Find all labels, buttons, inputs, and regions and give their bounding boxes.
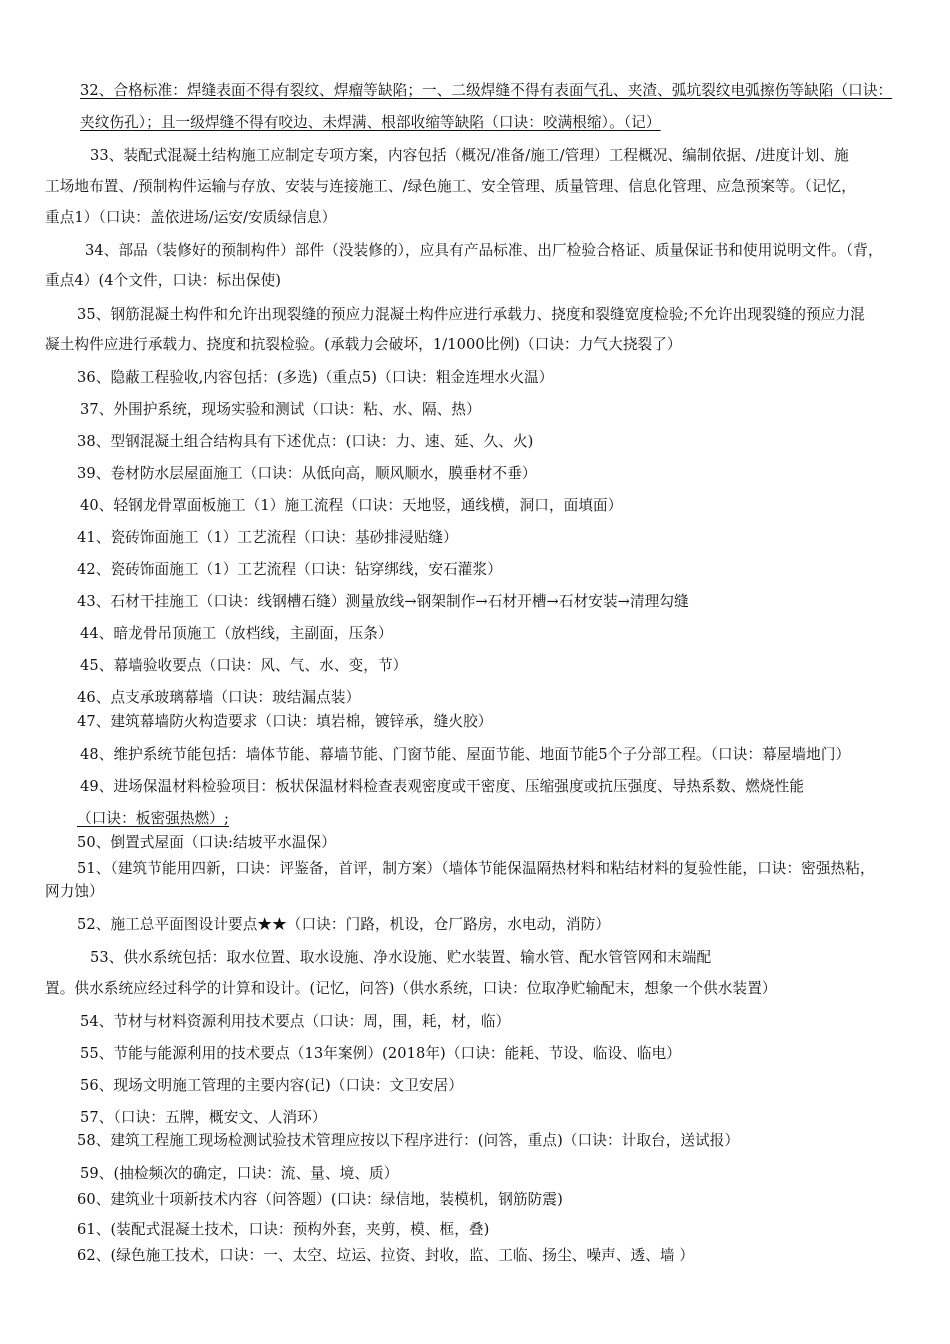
text-line-32b: 夹纹伤孔）；且一级焊缝不得有咬边、未焊满、根部收缩等缺陷（口诀：咬满根缩）。（记） (80, 114, 661, 131)
text-line-37: 37、外围护系统，现场实验和测试（口诀：粘、水、隔、热） (80, 401, 481, 418)
text-line-49a: 49、进场保温材料检验项目：板状保温材料检查表观密度或干密度、压缩强度或抗压强度、导热系数、燃烧性能 (80, 778, 805, 795)
text-line-47: 47、建筑幕墙防火构造要求（口诀：填岩棉，镀锌承，缝火胶） (77, 713, 493, 730)
text-line-33c: 重点1）（口诀：盖依进场/运安/安质绿信息） (45, 209, 337, 226)
text-line-33b: 工场地布置、/预制构件运输与存放、安装与连接施工、/绿色施工、安全管理、质量管理、信息化管理、应急预案等。（记忆， (45, 178, 856, 195)
text-line-35b: 凝土构件应进行承载力、挠度和抗裂检验。(承载力会破坏，1/1000比例)（口诀：力气大挠裂了） (45, 336, 682, 353)
text-line-32a: 32、合格标准：焊缝表面不得有裂纹、焊瘤等缺陷；一、二级焊缝不得有表面气孔、夹渣、弧坑裂纹电弧擦伤等缺陷（口诀： (80, 82, 893, 99)
text-line-41: 41、瓷砖饰面施工（1）工艺流程（口诀：基砂排浸贴缝） (77, 529, 458, 546)
text-line-55: 55、节能与能源利用的技术要点（13年案例）(2018年)（口诀：能耗、节设、临设、临电） (80, 1045, 681, 1062)
text-line-38: 38、型钢混凝土组合结构具有下述优点：(口诀：力、速、延、久、火) (77, 433, 534, 450)
text-line-42: 42、瓷砖饰面施工（1）工艺流程（口诀：钻穿绑线，安石灌浆） (77, 561, 502, 578)
text-line-46: 46、点支承玻璃幕墙（口诀：玻结漏点装） (77, 689, 361, 706)
text-line-53b: 置。供水系统应经过科学的计算和设计。(记忆，问答)（供水系统，口诀：位取净贮输配末，想象一个供水装置） (45, 980, 777, 997)
text-line-43: 43、石材干挂施工（口诀：线钢槽石缝）测量放线→钢架制作→石材开槽→石材安装→清理勾缝 (77, 593, 689, 610)
text-line-52: 52、施工总平面图设计要点★★（口诀：门路，机设，仓厂路房，水电动，消防） (77, 916, 611, 933)
text-line-60: 60、建筑业十项新技术内容（问答题）(口诀：绿信地，装模机，钢筋防震) (77, 1191, 563, 1208)
text-line-48: 48、维护系统节能包括：墙体节能、幕墙节能、门窗节能、屋面节能、地面节能5个子分部工程。（口诀：幕屋墙地门） (80, 746, 851, 763)
text-line-59: 59、(抽检频次的确定，口诀：流、量、境、质） (80, 1165, 399, 1182)
text-line-35a: 35、钢筋混凝土构件和允许出现裂缝的预应力混凝土构件应进行承载力、挠度和裂缝宽度检验;不允许出现裂缝的预应力混 (77, 306, 865, 323)
text-line-54: 54、节材与材料资源利用技术要点（口诀：周，围，耗，材，临） (80, 1013, 511, 1030)
text-line-61: 61、(装配式混凝土技术，口诀：预构外套，夹剪，模、框，叠) (77, 1221, 490, 1238)
text-line-34b: 重点4）(4个文件，口诀：标出保使) (45, 272, 282, 289)
text-line-51b: 网力蚀） (45, 883, 104, 900)
text-line-40: 40、轻钢龙骨罩面板施工（1）施工流程（口诀：天地竖，通线横，洞口，面填面） (80, 497, 623, 514)
text-line-56: 56、现场文明施工管理的主要内容(记)（口诀：文卫安居） (80, 1077, 464, 1094)
text-line-53a: 53、供水系统包括：取水位置、取水设施、净水设施、贮水装置、输水管、配水管管网和末端配 (90, 949, 712, 966)
text-line-62: 62、(绿色施工技术，口诀：一、太空、垃运、拉资、封收，监、工临、扬尘、噪声、透、墙 ） (77, 1247, 695, 1264)
text-line-50: 50、倒置式屋面（口诀:结坡平水温保） (77, 834, 336, 851)
text-line-51a: 51、（建筑节能用四新，口诀：评鉴备，首评，制方案）（墙体节能保温隔热材料和粘结材料的复验性能，口诀：密强热粘， (77, 860, 875, 877)
text-line-57: 57、（口诀：五牌，概安文、人消环） (80, 1109, 327, 1126)
text-line-49b: （口诀：板密强热燃）; (77, 810, 229, 827)
text-line-34a: 34、部品（装修好的预制构件）部件（没装修的），应具有产品标准、出厂检验合格证、质量保证书和使用说明文件。（背， (85, 242, 883, 259)
text-line-33a: 33、装配式混凝土结构施工应制定专项方案，内容包括（概况/准备/施工/管理）工程概况、编制依据、/进度计划、施 (90, 147, 849, 164)
text-line-44: 44、暗龙骨吊顶施工（放档线，主副面，压条） (80, 625, 393, 642)
text-line-36: 36、隐蔽工程验收,内容包括：(多选)（重点5)（口诀：粗金连埋水火温） (77, 369, 554, 386)
text-line-39: 39、卷材防水层屋面施工（口诀：从低向高，顺风顺水，膜垂材不垂） (77, 465, 537, 482)
text-line-58: 58、建筑工程施工现场检测试验技术管理应按以下程序进行：(问答，重点)（口诀：计取台，送试报） (77, 1132, 740, 1149)
text-line-45: 45、幕墙验收要点（口诀：风、气、水、变，节） (80, 657, 408, 674)
